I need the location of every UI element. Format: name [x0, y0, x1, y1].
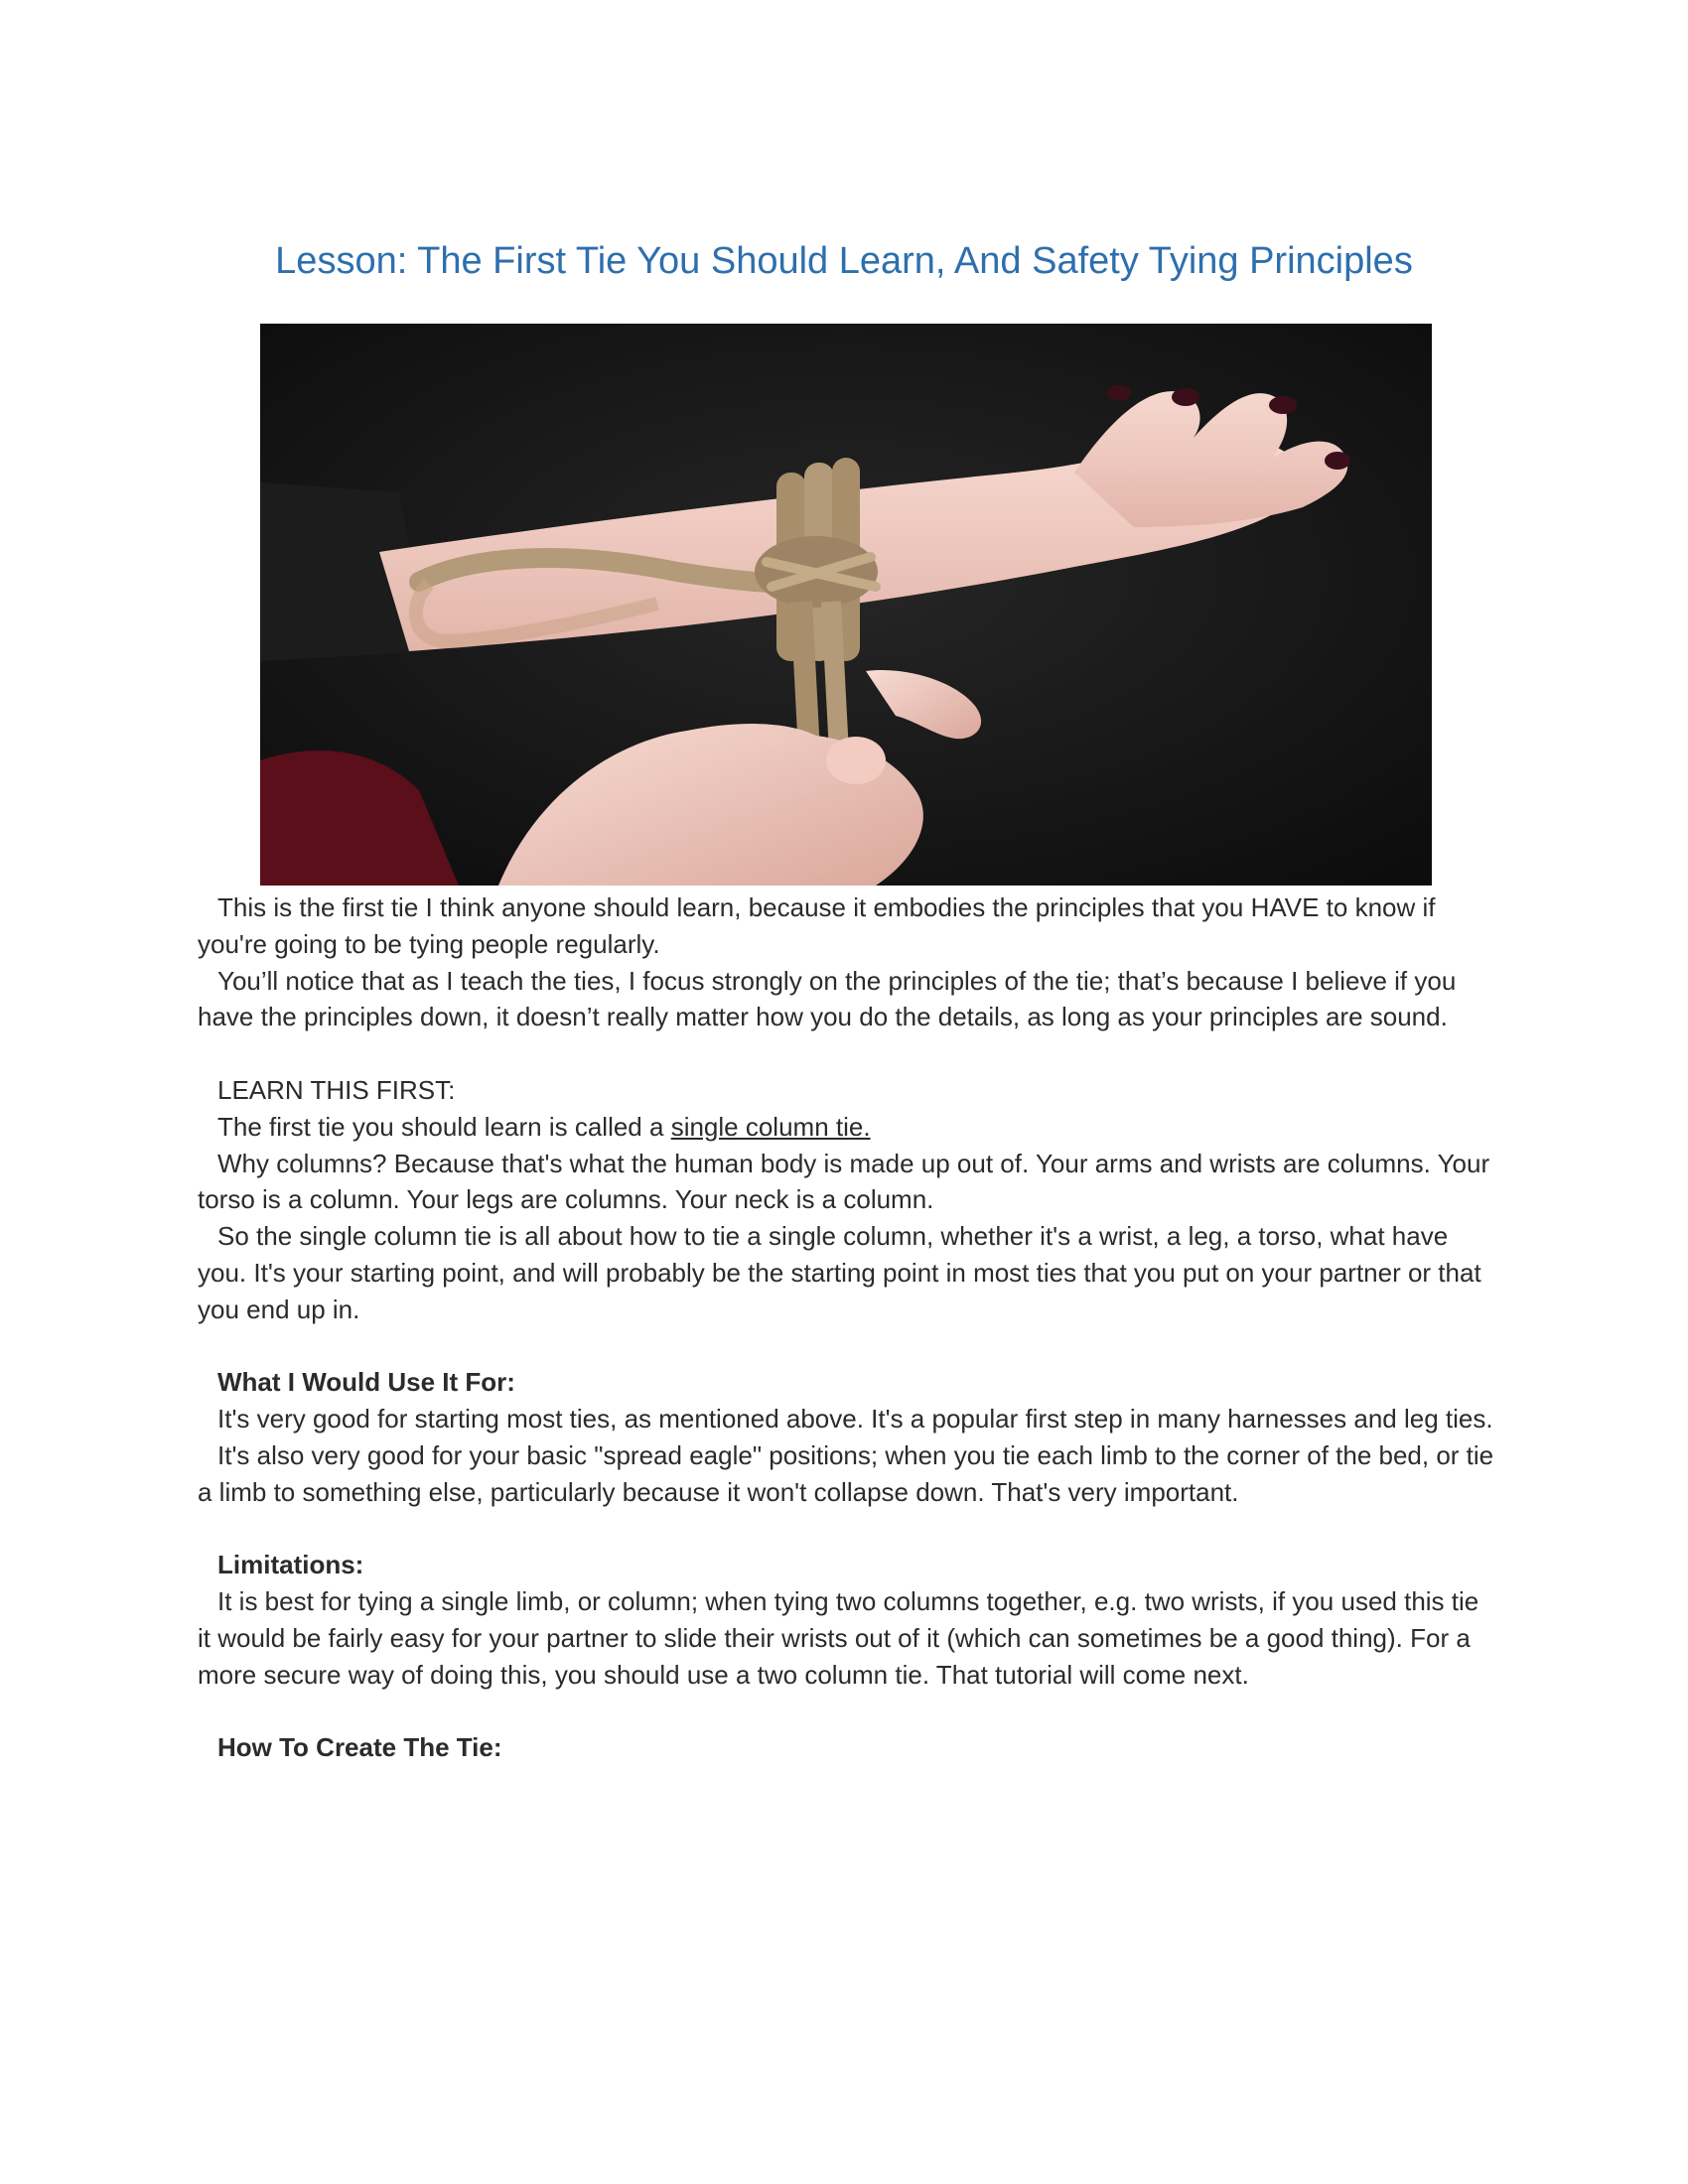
- document-body: [198, 889, 1498, 1766]
- paragraph-gap: [198, 1694, 1498, 1730]
- paragraph-gap: [198, 1328, 1498, 1365]
- intro-paragraph-1: This is the first tie I think anyone should learn, because it embodies the principles that you HAVE to know if you're going to be tying people regularly.: [198, 892, 1436, 959]
- intro-paragraph-2: You’ll notice that as I teach the ties, I focus strongly on the principles of the tie; that’s because I believe if you have the principles down, it doesn’t really matter how you do the details, as long as your principles are sound.: [198, 965, 1457, 1032]
- learn-first-prefix: The first tie you should learn is called a: [217, 1111, 671, 1142]
- limitations-heading: Limitations:: [217, 1550, 364, 1580]
- paragraph-gap: [198, 1511, 1498, 1548]
- learn-first-paragraph-3: So the single column tie is all about how to tie a single column, whether it's a wrist, a leg, a torso, what have you. It's your starting point, and will probably be the starting point in most ties that you put on your partner or that you end up in.: [198, 1221, 1481, 1324]
- rope-wrist-tie-photo-icon: [260, 324, 1432, 886]
- learn-first-heading: LEARN THIS FIRST:: [217, 1074, 456, 1105]
- use-for-heading: What I Would Use It For:: [217, 1367, 515, 1398]
- single-column-tie-link[interactable]: single column tie.: [670, 1111, 871, 1142]
- use-for-paragraph-2: It's also very good for your basic "spread eagle" positions; when you tie each limb to the corner of the bed, or tie a limb to something else, particularly because it won't collapse down. That's very important.: [198, 1439, 1494, 1507]
- rope-wrist-tie-photo: [260, 324, 1432, 886]
- paragraph-gap: [198, 1035, 1498, 1072]
- learn-first-paragraph-2: Why columns? Because that's what the human body is made up out of. Your arms and wrists are columns. Your torso is a column. Your legs are columns. Your neck is a column.: [198, 1148, 1490, 1215]
- how-to-heading: How To Create The Tie:: [217, 1732, 502, 1763]
- limitations-paragraph-1: It is best for tying a single limb, or column; when tying two columns together, e.g. two wrists, if you used this tie it would be fairly easy for your partner to slide their wrists out of it (which can sometimes be a good thing). For a more secure way of doing this, you should use a two column tie. That tutorial will come next.: [198, 1586, 1479, 1690]
- use-for-paragraph-1: It's very good for starting most ties, as mentioned above. It's a popular first step in many harnesses and leg ties.: [217, 1404, 1493, 1434]
- learn-first-paragraph-1: [198, 1109, 1498, 1146]
- page-title: Lesson: The First Tie You Should Learn, And Safety Tying Principles: [275, 240, 1413, 282]
